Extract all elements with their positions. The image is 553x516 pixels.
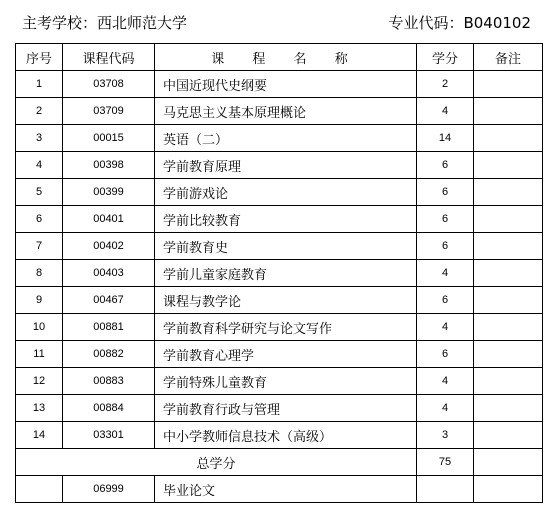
course-code: 00884 (63, 395, 155, 422)
column-header-name: 课 程 名 称 (155, 44, 417, 71)
table-row (16, 341, 543, 368)
course-credit: 6 (417, 341, 474, 368)
table-row (16, 314, 543, 341)
course-name: 学前教育史 (155, 233, 417, 260)
column-header-credit: 学分 (417, 44, 474, 71)
course-seq: 10 (16, 314, 63, 341)
course-code: 00401 (63, 206, 155, 233)
course-credit: 6 (417, 233, 474, 260)
course-note (474, 314, 543, 341)
column-header-code: 课程代码 (63, 44, 155, 71)
course-table (15, 43, 543, 503)
course-name: 中国近现代史纲要 (155, 71, 417, 98)
course-seq: 6 (16, 206, 63, 233)
course-credit: 3 (417, 422, 474, 449)
course-note (474, 368, 543, 395)
total-row (16, 449, 543, 476)
course-credit: 4 (417, 260, 474, 287)
table-header-row (16, 44, 543, 71)
course-code: 00399 (63, 179, 155, 206)
course-code: 00403 (63, 260, 155, 287)
course-name: 英语（二） (155, 125, 417, 152)
course-code: 00882 (63, 341, 155, 368)
course-code: 00883 (63, 368, 155, 395)
table-row (16, 368, 543, 395)
major-code: 专业代码：B040102 (388, 14, 531, 32)
course-seq: 4 (16, 152, 63, 179)
course-seq: 7 (16, 233, 63, 260)
course-note (474, 71, 543, 98)
table-row (16, 206, 543, 233)
course-name: 中小学教师信息技术（高级） (155, 422, 417, 449)
course-name: 课程与教学论 (155, 287, 417, 314)
course-code: 00015 (63, 125, 155, 152)
course-seq: 3 (16, 125, 63, 152)
total-note (474, 449, 543, 476)
course-name: 学前特殊儿童教育 (155, 368, 417, 395)
course-seq: 11 (16, 341, 63, 368)
course-code: 03301 (63, 422, 155, 449)
document-header (22, 12, 531, 34)
course-name: 学前教育心理学 (155, 341, 417, 368)
course-name: 学前比较教育 (155, 206, 417, 233)
course-seq: 5 (16, 179, 63, 206)
course-code: 03709 (63, 98, 155, 125)
thesis-name: 毕业论文 (155, 476, 417, 503)
course-name: 学前儿童家庭教育 (155, 260, 417, 287)
course-seq: 13 (16, 395, 63, 422)
course-credit: 14 (417, 125, 474, 152)
course-note (474, 152, 543, 179)
thesis-code: 06999 (63, 476, 155, 503)
course-code: 00881 (63, 314, 155, 341)
course-seq: 1 (16, 71, 63, 98)
course-note (474, 206, 543, 233)
total-credits-label: 总学分 (16, 449, 417, 476)
course-name: 学前教育科学研究与论文写作 (155, 314, 417, 341)
course-credit: 6 (417, 206, 474, 233)
course-name: 学前游戏论 (155, 179, 417, 206)
course-code: 00402 (63, 233, 155, 260)
course-note (474, 395, 543, 422)
course-name: 学前教育原理 (155, 152, 417, 179)
course-name: 学前教育行政与管理 (155, 395, 417, 422)
course-code: 00398 (63, 152, 155, 179)
course-credit: 2 (417, 71, 474, 98)
summary-body (16, 449, 543, 503)
course-note (474, 125, 543, 152)
table-row (16, 71, 543, 98)
course-credit: 6 (417, 152, 474, 179)
course-seq: 8 (16, 260, 63, 287)
table-row (16, 287, 543, 314)
course-note (474, 422, 543, 449)
course-credit: 4 (417, 395, 474, 422)
column-header-seq: 序号 (16, 44, 63, 71)
table-row (16, 422, 543, 449)
column-header-note: 备注 (474, 44, 543, 71)
thesis-note (474, 476, 543, 503)
thesis-seq (16, 476, 63, 503)
course-credit: 4 (417, 98, 474, 125)
course-seq: 9 (16, 287, 63, 314)
course-table-body (16, 71, 543, 449)
thesis-credit (417, 476, 474, 503)
table-row (16, 179, 543, 206)
course-code: 00467 (63, 287, 155, 314)
course-note (474, 341, 543, 368)
course-credit: 4 (417, 368, 474, 395)
table-row (16, 233, 543, 260)
table-row (16, 260, 543, 287)
course-name: 马克思主义基本原理概论 (155, 98, 417, 125)
course-credit: 6 (417, 179, 474, 206)
course-seq: 12 (16, 368, 63, 395)
exam-school: 主考学校：西北师范大学 (22, 14, 188, 32)
course-note (474, 260, 543, 287)
total-credits-value: 75 (417, 449, 474, 476)
course-credit: 4 (417, 314, 474, 341)
course-seq: 14 (16, 422, 63, 449)
table-row (16, 125, 543, 152)
thesis-row (16, 476, 543, 503)
course-note (474, 233, 543, 260)
course-note (474, 179, 543, 206)
table-row (16, 395, 543, 422)
table-row (16, 152, 543, 179)
table-row (16, 98, 543, 125)
course-note (474, 98, 543, 125)
course-code: 03708 (63, 71, 155, 98)
course-seq: 2 (16, 98, 63, 125)
course-credit: 6 (417, 287, 474, 314)
course-note (474, 287, 543, 314)
